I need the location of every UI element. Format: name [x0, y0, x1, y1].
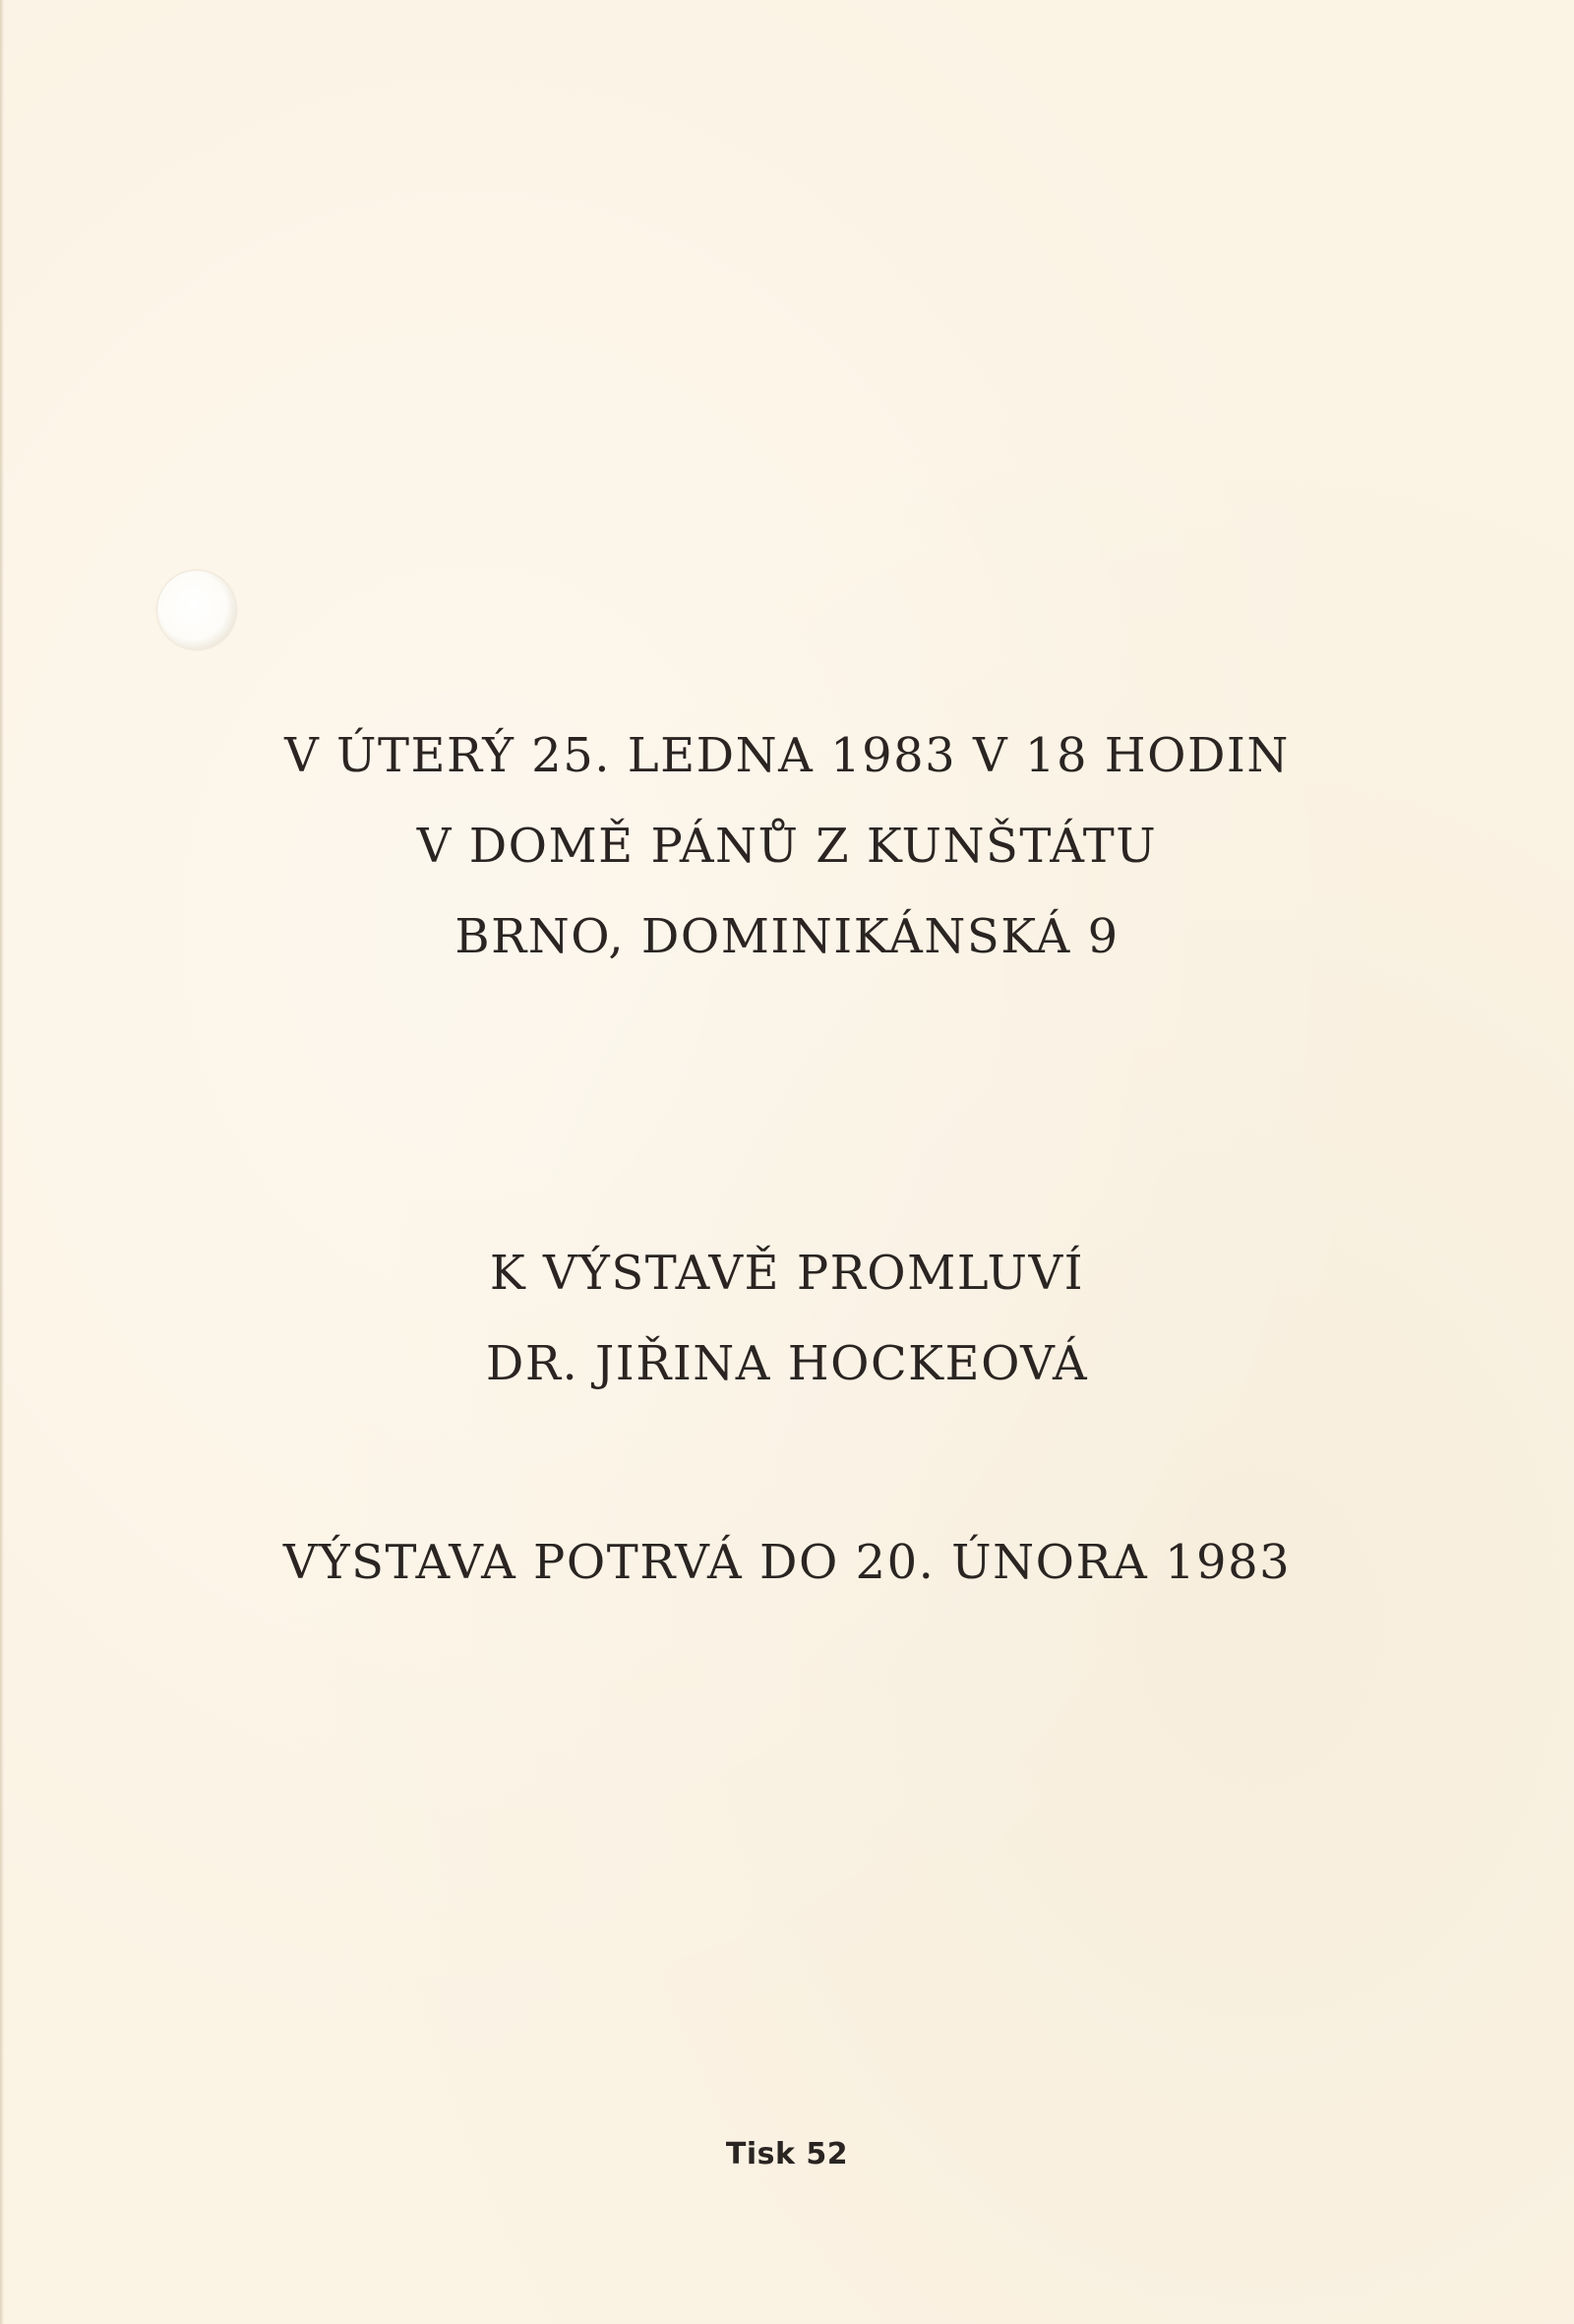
punched-hole: [157, 571, 236, 649]
speaker-intro: K VÝSTAVĚ PROMLUVÍ: [489, 1246, 1085, 1301]
event-venue: V DOMĚ PÁNŮ Z KUNŠTÁTU: [416, 819, 1158, 874]
paper-edge: [0, 0, 4, 2324]
event-date-time: V ÚTERÝ 25. LEDNA 1983 V 18 HODIN: [284, 728, 1290, 783]
exhibition-duration: [0, 1517, 1574, 1608]
speaker-name: DR. JIŘINA HOCKEOVÁ: [485, 1336, 1089, 1391]
event-address: BRNO, DOMINIKÁNSKÁ 9: [454, 909, 1120, 964]
speaker-info: [0, 1228, 1574, 1409]
print-mark: Tisk 52: [725, 2137, 849, 2171]
event-details: [0, 710, 1574, 982]
duration-text: VÝSTAVA POTRVÁ DO 20. ÚNORA 1983: [282, 1535, 1292, 1590]
